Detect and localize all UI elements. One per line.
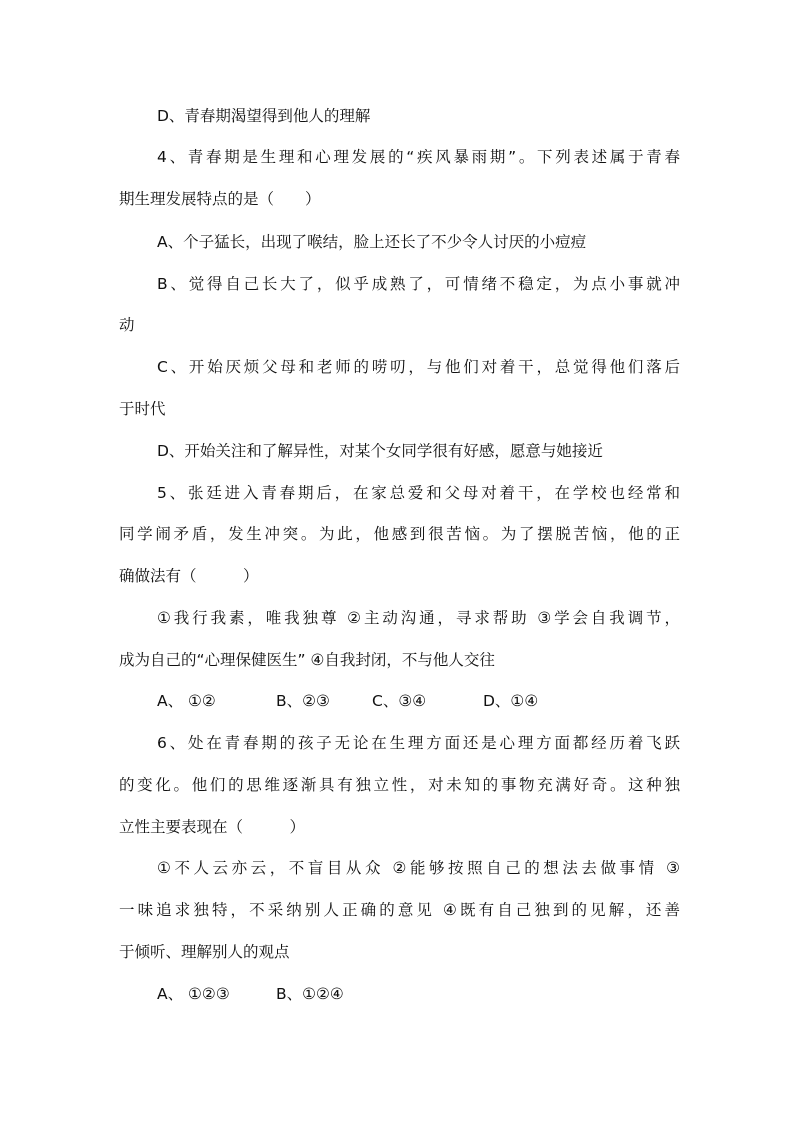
q5-choice-c: C、③④: [372, 692, 427, 710]
q4-option-d: D、开始关注和了解异性，对某个女同学很有好感，愿意与她接近: [157, 442, 603, 460]
q4-option-a: A、个子猛长，出现了喉结，脸上还长了不少令人讨厌的小痘痘: [157, 233, 587, 251]
q5-statements-line2: 成为自己的“心理保健医生” ④自我封闭，不与他人交往: [119, 651, 495, 669]
q4-option-c-line1: C、开始厌烦父母和老师的唠叨，与他们对着干，总觉得他们落后: [157, 358, 680, 376]
q6-stem-line3: 立性主要表现在（ ）: [119, 818, 306, 836]
q5-stem-line3: 确做法有（ ）: [119, 567, 259, 585]
q6-stem-line2: 的变化。他们的思维逐渐具有独立性，对未知的事物充满好奇。这种独: [119, 776, 680, 794]
q5-statements-line1: ①我行我素，唯我独尊 ②主动沟通，寻求帮助 ③学会自我调节，: [157, 609, 680, 627]
q5-stem-line1: 5、张廷进入青春期后，在家总爱和父母对着干，在学校也经常和: [157, 484, 680, 502]
q4-option-b-line1: B、觉得自己长大了，似乎成熟了，可情绪不稳定，为点小事就冲: [157, 275, 680, 293]
q4-option-b-line2: 动: [119, 316, 135, 334]
q6-statements-line3: 于倾听、理解别人的观点: [119, 943, 290, 961]
q6-choice-b: B、①②④: [276, 985, 344, 1003]
q5-choice-a: A、 ①②: [157, 692, 216, 710]
q6-choice-a: A、 ①②③: [157, 985, 230, 1003]
q4-option-c-line2: 于时代: [119, 400, 166, 418]
q4-stem-line1: 4、青春期是生理和心理发展的“疾风暴雨期”。下列表述属于青春: [157, 148, 680, 166]
q4-stem-line2: 期生理发展特点的是（ ）: [119, 190, 321, 208]
q3-option-d: D、青春期渴望得到他人的理解: [157, 107, 371, 125]
q6-stem-line1: 6、处在青春期的孩子无论在生理方面还是心理方面都经历着飞跃: [157, 734, 680, 752]
q5-choice-b: B、②③: [276, 692, 330, 710]
q5-choice-d: D、①④: [483, 692, 539, 710]
q5-stem-line2: 同学闹矛盾，发生冲突。为此，他感到很苦恼。为了摆脱苦恼，他的正: [119, 525, 680, 543]
q6-statements-line1: ①不人云亦云，不盲目从众 ②能够按照自己的想法去做事情 ③: [157, 859, 680, 877]
q6-statements-line2: 一味追求独特，不采纳别人正确的意见 ④既有自己独到的见解，还善: [119, 901, 680, 919]
